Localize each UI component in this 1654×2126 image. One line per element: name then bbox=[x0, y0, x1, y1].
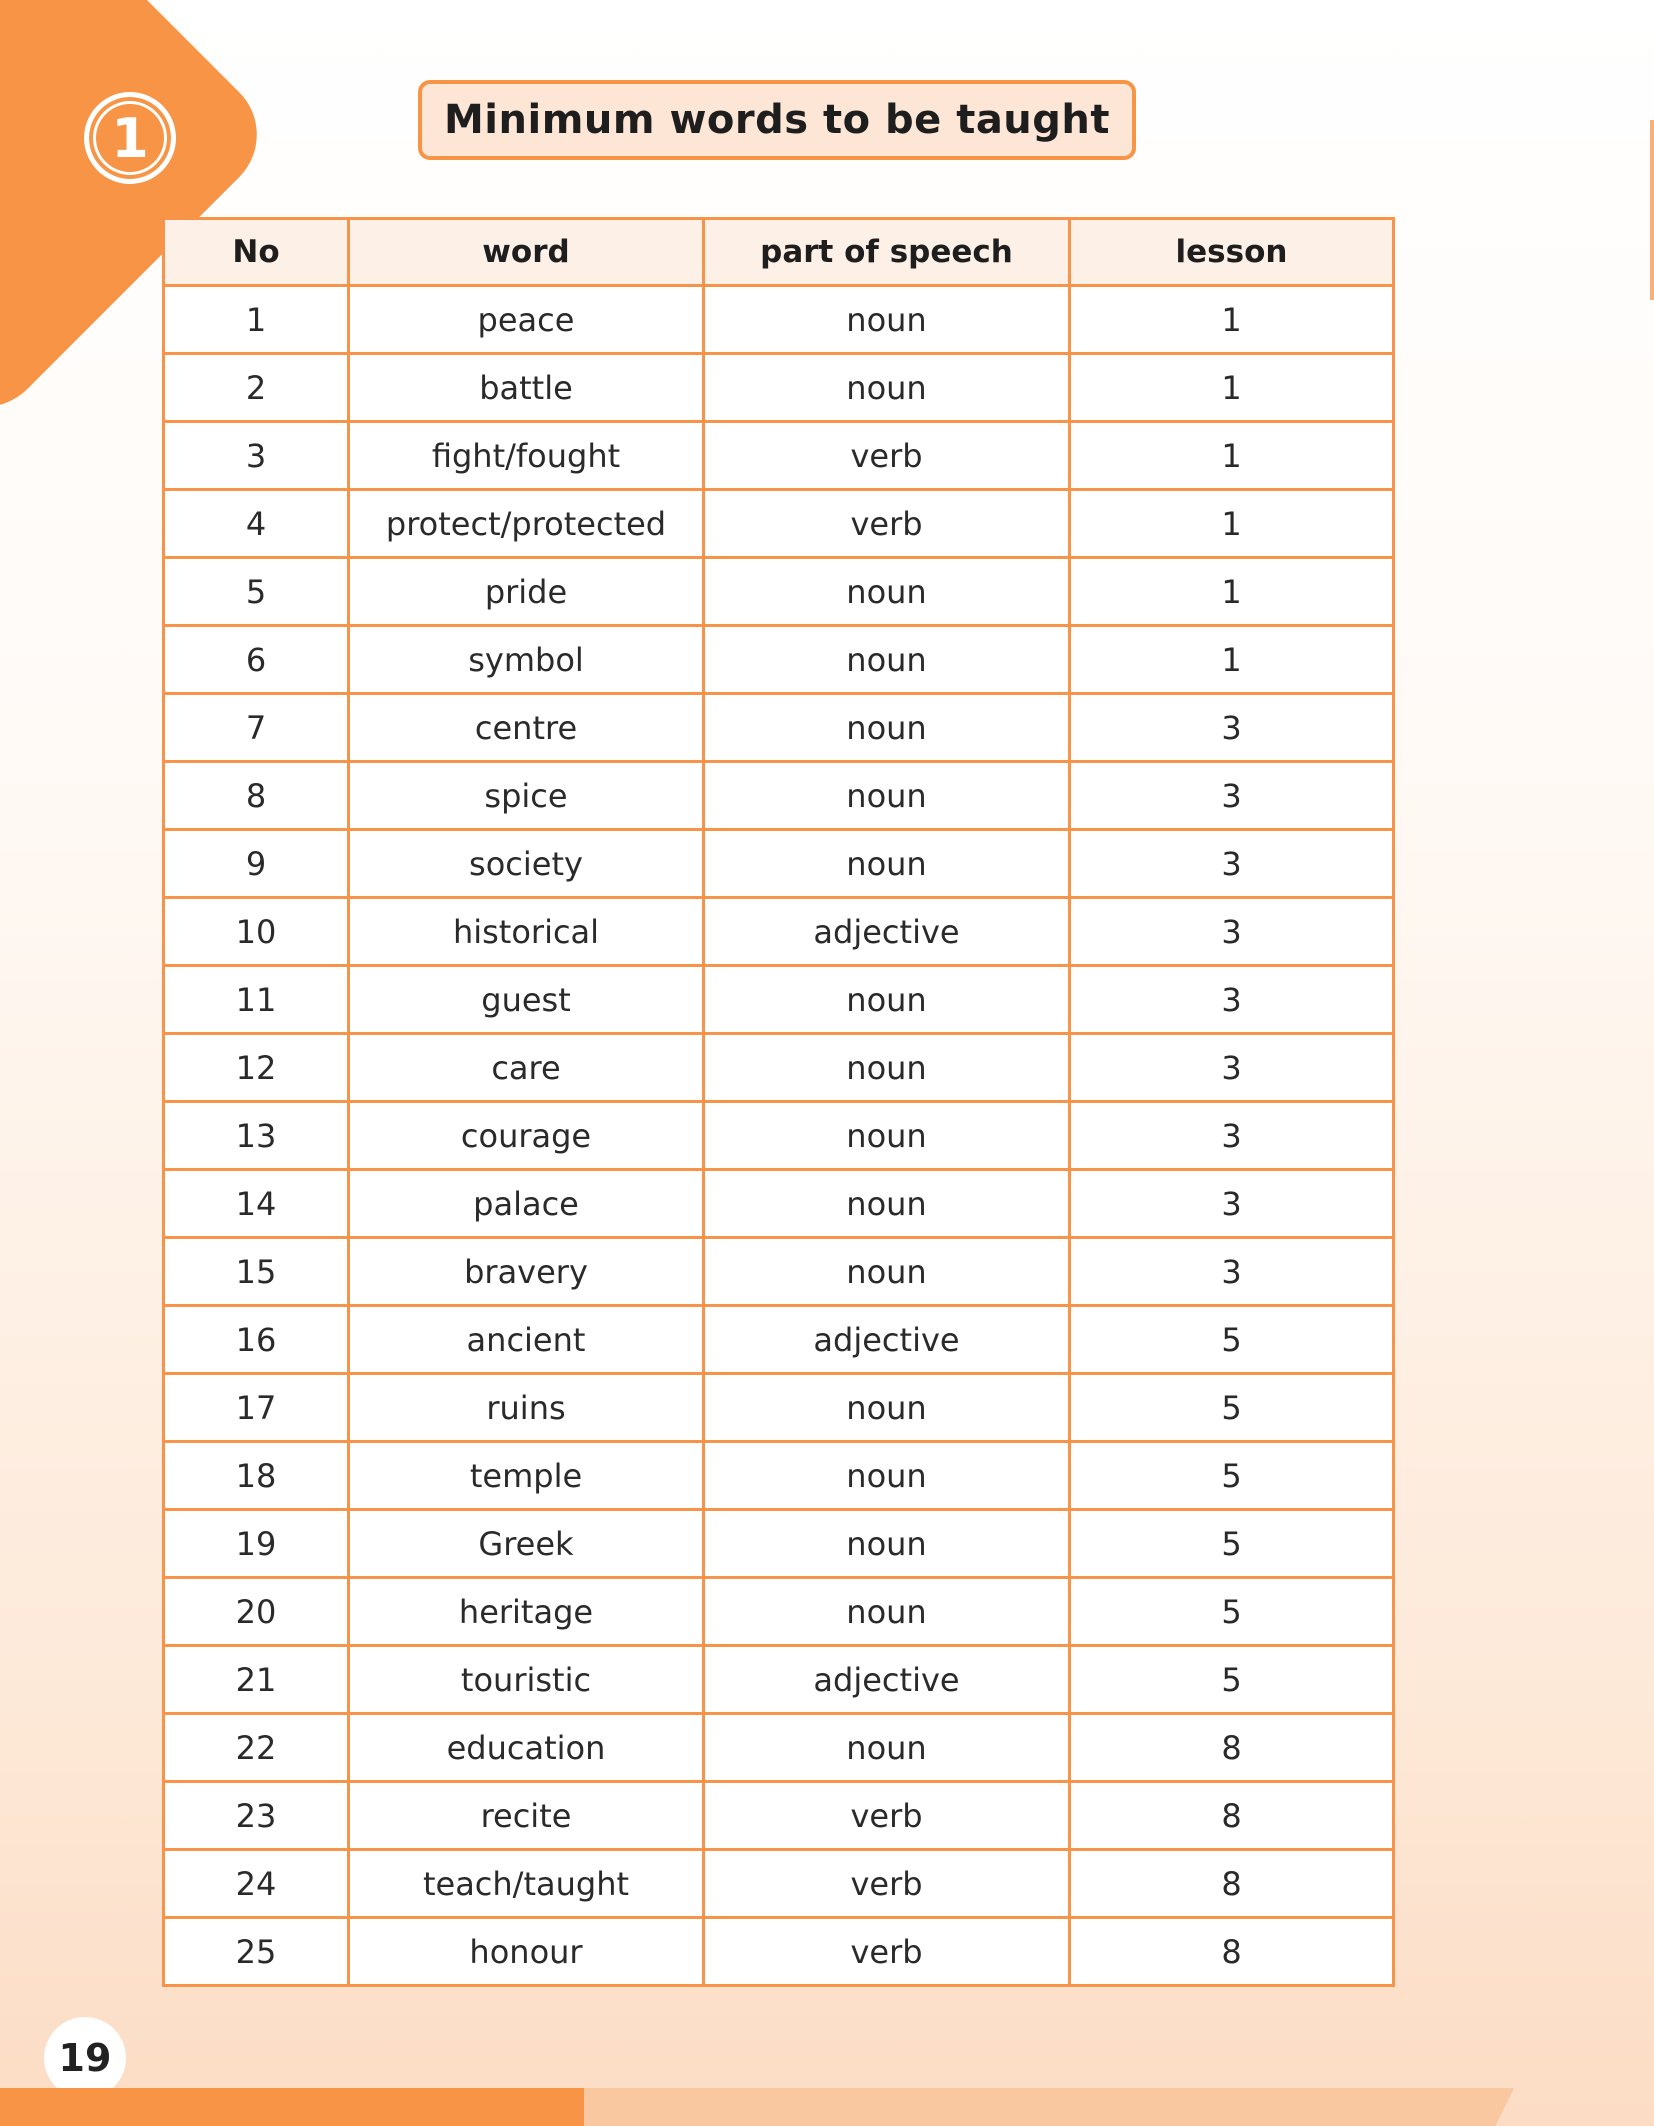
cell-word: bravery bbox=[349, 1238, 704, 1306]
cell-part-of-speech: noun bbox=[704, 1374, 1070, 1442]
table-row bbox=[164, 1102, 1394, 1170]
cell-word: education bbox=[349, 1714, 704, 1782]
cell-no: 8 bbox=[164, 762, 349, 830]
cell-part-of-speech: noun bbox=[704, 1510, 1070, 1578]
cell-no: 13 bbox=[164, 1102, 349, 1170]
cell-part-of-speech: verb bbox=[704, 490, 1070, 558]
table-row bbox=[164, 694, 1394, 762]
cell-word: courage bbox=[349, 1102, 704, 1170]
header-lesson: lesson bbox=[1070, 219, 1394, 286]
table-row bbox=[164, 1238, 1394, 1306]
cell-no: 15 bbox=[164, 1238, 349, 1306]
header-part-of-speech: part of speech bbox=[704, 219, 1070, 286]
cell-lesson: 1 bbox=[1070, 286, 1394, 354]
table-row bbox=[164, 762, 1394, 830]
cell-lesson: 1 bbox=[1070, 558, 1394, 626]
cell-no: 5 bbox=[164, 558, 349, 626]
cell-part-of-speech: verb bbox=[704, 1850, 1070, 1918]
cell-lesson: 3 bbox=[1070, 694, 1394, 762]
cell-lesson: 5 bbox=[1070, 1374, 1394, 1442]
cell-word: centre bbox=[349, 694, 704, 762]
cell-part-of-speech: noun bbox=[704, 1238, 1070, 1306]
cell-word: society bbox=[349, 830, 704, 898]
table-row bbox=[164, 1510, 1394, 1578]
cell-part-of-speech: noun bbox=[704, 830, 1070, 898]
table-row bbox=[164, 1170, 1394, 1238]
cell-no: 10 bbox=[164, 898, 349, 966]
cell-part-of-speech: noun bbox=[704, 558, 1070, 626]
cell-word: pride bbox=[349, 558, 704, 626]
cell-lesson: 8 bbox=[1070, 1782, 1394, 1850]
cell-part-of-speech: noun bbox=[704, 1170, 1070, 1238]
cell-part-of-speech: noun bbox=[704, 1442, 1070, 1510]
cell-no: 17 bbox=[164, 1374, 349, 1442]
cell-lesson: 3 bbox=[1070, 1238, 1394, 1306]
cell-lesson: 3 bbox=[1070, 1102, 1394, 1170]
table-row bbox=[164, 966, 1394, 1034]
table-row bbox=[164, 1306, 1394, 1374]
table-row bbox=[164, 1578, 1394, 1646]
cell-part-of-speech: adjective bbox=[704, 1646, 1070, 1714]
cell-no: 22 bbox=[164, 1714, 349, 1782]
cell-lesson: 8 bbox=[1070, 1850, 1394, 1918]
cell-no: 16 bbox=[164, 1306, 349, 1374]
cell-lesson: 1 bbox=[1070, 422, 1394, 490]
table-row bbox=[164, 1646, 1394, 1714]
cell-no: 3 bbox=[164, 422, 349, 490]
cell-word: symbol bbox=[349, 626, 704, 694]
header-word: word bbox=[349, 219, 704, 286]
cell-no: 11 bbox=[164, 966, 349, 1034]
table-row bbox=[164, 830, 1394, 898]
cell-no: 18 bbox=[164, 1442, 349, 1510]
cell-no: 1 bbox=[164, 286, 349, 354]
cell-word: historical bbox=[349, 898, 704, 966]
table-row bbox=[164, 1850, 1394, 1918]
cell-lesson: 3 bbox=[1070, 898, 1394, 966]
cell-lesson: 5 bbox=[1070, 1578, 1394, 1646]
cell-lesson: 3 bbox=[1070, 1170, 1394, 1238]
table-row bbox=[164, 898, 1394, 966]
cell-no: 12 bbox=[164, 1034, 349, 1102]
cell-lesson: 5 bbox=[1070, 1442, 1394, 1510]
table-row bbox=[164, 354, 1394, 422]
cell-word: heritage bbox=[349, 1578, 704, 1646]
cell-word: guest bbox=[349, 966, 704, 1034]
cell-part-of-speech: noun bbox=[704, 1578, 1070, 1646]
cell-part-of-speech: noun bbox=[704, 966, 1070, 1034]
cell-lesson: 3 bbox=[1070, 966, 1394, 1034]
cell-part-of-speech: verb bbox=[704, 1918, 1070, 1986]
bottom-bar-light bbox=[584, 2088, 1514, 2126]
cell-word: care bbox=[349, 1034, 704, 1102]
cell-part-of-speech: noun bbox=[704, 694, 1070, 762]
header-no: No bbox=[164, 219, 349, 286]
vocabulary-table bbox=[162, 217, 1395, 1987]
unit-number-badge: 1 bbox=[84, 92, 176, 184]
cell-no: 7 bbox=[164, 694, 349, 762]
table-row bbox=[164, 1034, 1394, 1102]
cell-word: teach/taught bbox=[349, 1850, 704, 1918]
cell-word: fight/fought bbox=[349, 422, 704, 490]
table-row bbox=[164, 1918, 1394, 1986]
cell-word: temple bbox=[349, 1442, 704, 1510]
table-header-row bbox=[164, 219, 1394, 286]
cell-part-of-speech: adjective bbox=[704, 898, 1070, 966]
cell-lesson: 1 bbox=[1070, 490, 1394, 558]
cell-part-of-speech: verb bbox=[704, 422, 1070, 490]
cell-word: peace bbox=[349, 286, 704, 354]
cell-part-of-speech: verb bbox=[704, 1782, 1070, 1850]
table-row bbox=[164, 490, 1394, 558]
cell-no: 14 bbox=[164, 1170, 349, 1238]
cell-word: battle bbox=[349, 354, 704, 422]
cell-word: spice bbox=[349, 762, 704, 830]
table-row bbox=[164, 558, 1394, 626]
cell-no: 4 bbox=[164, 490, 349, 558]
bottom-bar bbox=[0, 2088, 584, 2126]
cell-lesson: 3 bbox=[1070, 762, 1394, 830]
cell-word: ancient bbox=[349, 1306, 704, 1374]
table-row bbox=[164, 1782, 1394, 1850]
cell-no: 6 bbox=[164, 626, 349, 694]
table-row bbox=[164, 1374, 1394, 1442]
cell-no: 23 bbox=[164, 1782, 349, 1850]
table-row bbox=[164, 1714, 1394, 1782]
page-title: Minimum words to be taught bbox=[418, 80, 1136, 160]
cell-no: 20 bbox=[164, 1578, 349, 1646]
cell-part-of-speech: noun bbox=[704, 762, 1070, 830]
cell-word: Greek bbox=[349, 1510, 704, 1578]
cell-word: protect/protected bbox=[349, 490, 704, 558]
cell-part-of-speech: noun bbox=[704, 354, 1070, 422]
cell-no: 25 bbox=[164, 1918, 349, 1986]
cell-word: ruins bbox=[349, 1374, 704, 1442]
cell-part-of-speech: adjective bbox=[704, 1306, 1070, 1374]
cell-part-of-speech: noun bbox=[704, 1102, 1070, 1170]
cell-lesson: 8 bbox=[1070, 1714, 1394, 1782]
cell-lesson: 3 bbox=[1070, 830, 1394, 898]
table-row bbox=[164, 286, 1394, 354]
cell-part-of-speech: noun bbox=[704, 1034, 1070, 1102]
table-row bbox=[164, 422, 1394, 490]
cell-no: 19 bbox=[164, 1510, 349, 1578]
cell-lesson: 1 bbox=[1070, 626, 1394, 694]
cell-word: honour bbox=[349, 1918, 704, 1986]
cell-no: 21 bbox=[164, 1646, 349, 1714]
cell-lesson: 5 bbox=[1070, 1510, 1394, 1578]
cell-part-of-speech: noun bbox=[704, 286, 1070, 354]
table-row bbox=[164, 1442, 1394, 1510]
cell-no: 24 bbox=[164, 1850, 349, 1918]
cell-no: 2 bbox=[164, 354, 349, 422]
cell-part-of-speech: noun bbox=[704, 1714, 1070, 1782]
cell-part-of-speech: noun bbox=[704, 626, 1070, 694]
cell-word: palace bbox=[349, 1170, 704, 1238]
cell-lesson: 1 bbox=[1070, 354, 1394, 422]
page-number: 19 bbox=[44, 2017, 126, 2099]
right-edge-decoration bbox=[1650, 120, 1654, 300]
cell-lesson: 5 bbox=[1070, 1306, 1394, 1374]
table-row bbox=[164, 626, 1394, 694]
cell-word: recite bbox=[349, 1782, 704, 1850]
cell-word: touristic bbox=[349, 1646, 704, 1714]
cell-lesson: 5 bbox=[1070, 1646, 1394, 1714]
cell-lesson: 3 bbox=[1070, 1034, 1394, 1102]
cell-lesson: 8 bbox=[1070, 1918, 1394, 1986]
cell-no: 9 bbox=[164, 830, 349, 898]
